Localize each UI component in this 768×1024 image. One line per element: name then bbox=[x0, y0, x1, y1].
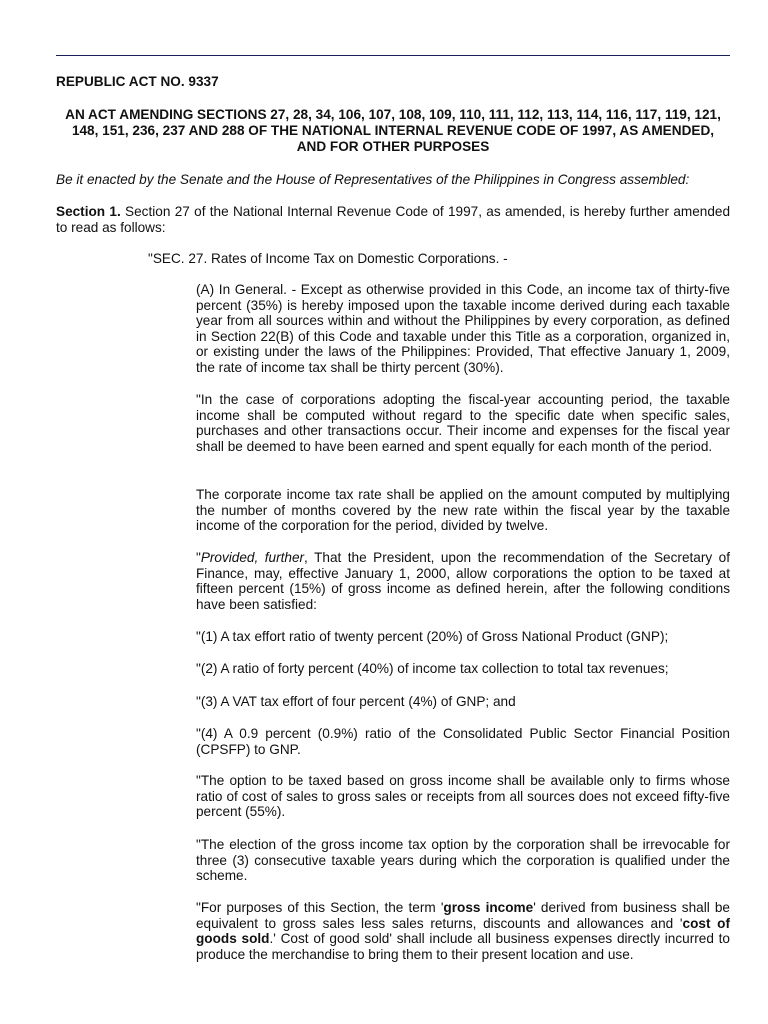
condition-4: "(4) A 0.9 percent (0.9%) ratio of the Consolidated Public Sector Financial Position (CPSFP) to GNP. bbox=[196, 726, 730, 757]
enacting-clause: Be it enacted by the Senate and the House of Representatives of the Philippines in Congress assembled: bbox=[56, 172, 690, 187]
condition-1: "(1) A tax effort ratio of twenty percent (20%) of Gross National Product (GNP); bbox=[196, 629, 669, 644]
sec27-heading: "SEC. 27. Rates of Income Tax on Domestic Corporations. - bbox=[148, 251, 508, 266]
provided-further-italic: Provided, further bbox=[200, 550, 305, 565]
provided-open-quote: " bbox=[196, 550, 201, 565]
purposes-text-3: .' Cost of good sold' shall include all business expenses directly incurred to produce the merchandise to bring them to their present location and use. bbox=[196, 931, 730, 962]
paragraph-election: "The election of the gross income tax option by the corporation shall be irrevocable for three (3) consecutive taxable years during which the corporation is qualified under the scheme. bbox=[196, 837, 730, 884]
act-title: AN ACT AMENDING SECTIONS 27, 28, 34, 106, 107, 108, 109, 110, 111, 112, 113, 114, 116, 117, 119, 121, 148, 151, 236, 237 AND 288 OF THE NATIONAL INTERNAL REVENUE CODE OF 1997, AS AMENDED, AND FOR OTHER PURPOSES bbox=[65, 107, 721, 154]
act-number: REPUBLIC ACT NO. 9337 bbox=[56, 74, 219, 89]
condition-2: "(2) A ratio of forty percent (40%) of income tax collection to total tax revenues; bbox=[196, 661, 669, 676]
purposes-text-2: ' derived from business shall be equivalent to gross sales less sales returns, discounts and allowances and ' bbox=[196, 900, 730, 931]
paragraph-purposes bbox=[196, 900, 730, 962]
paragraph-provided-further bbox=[196, 550, 730, 612]
header-rule bbox=[56, 55, 730, 56]
condition-3: "(3) A VAT tax effort of four percent (4%) of GNP; and bbox=[196, 694, 516, 709]
paragraph-rate-application: The corporate income tax rate shall be applied on the amount computed by multiplying the number of months covered by the new rate within the fiscal year by the taxable income of the corporation for the period, divided by twelve. bbox=[196, 487, 730, 534]
provided-further-rest: , That the President, upon the recommendation of the Secretary of Finance, may, effective January 1, 2000, allow corporations the option to be taxed at fifteen percent (15%) of gross income as defined herein, after the following conditions have been satisfied: bbox=[196, 550, 730, 612]
paragraph-a: (A) In General. - Except as otherwise provided in this Code, an income tax of thirty-five percent (35%) is hereby imposed upon the taxable income derived during each taxable year from all sources within and without the Philippines by every corporation, as defined in Section 22(B) of this Code and taxable under this Title as a corporation, organized in, or existing under the laws of the Philippines: Provided, That effective January 1, 2009, the rate of income tax shall be thirty percent (30%). bbox=[196, 282, 730, 375]
section-one-label: Section 1. bbox=[56, 204, 121, 219]
term-cost-of-goods-sold: cost of goods sold bbox=[196, 915, 731, 947]
paragraph-gross-income-option: "The option to be taxed based on gross income shall be available only to firms whose ratio of cost of sales to gross sales or receipts from all sources does not exceed fifty-five percent (55%). bbox=[196, 773, 730, 820]
paragraph-fiscal-year: "In the case of corporations adopting the fiscal-year accounting period, the taxable income shall be computed without regard to the specific date when specific sales, purchases and other transactions occur. Their income and expenses for the fiscal year shall be deemed to have been earned and spent equally for each month of the period. bbox=[196, 392, 730, 454]
term-gross-income: gross income bbox=[443, 900, 534, 915]
purposes-text-1: "For purposes of this Section, the term ' bbox=[196, 900, 444, 915]
section-one-text: Section 27 of the National Internal Revenue Code of 1997, as amended, is hereby further amended to read as follows: bbox=[56, 204, 731, 235]
section-one-paragraph bbox=[56, 204, 730, 236]
